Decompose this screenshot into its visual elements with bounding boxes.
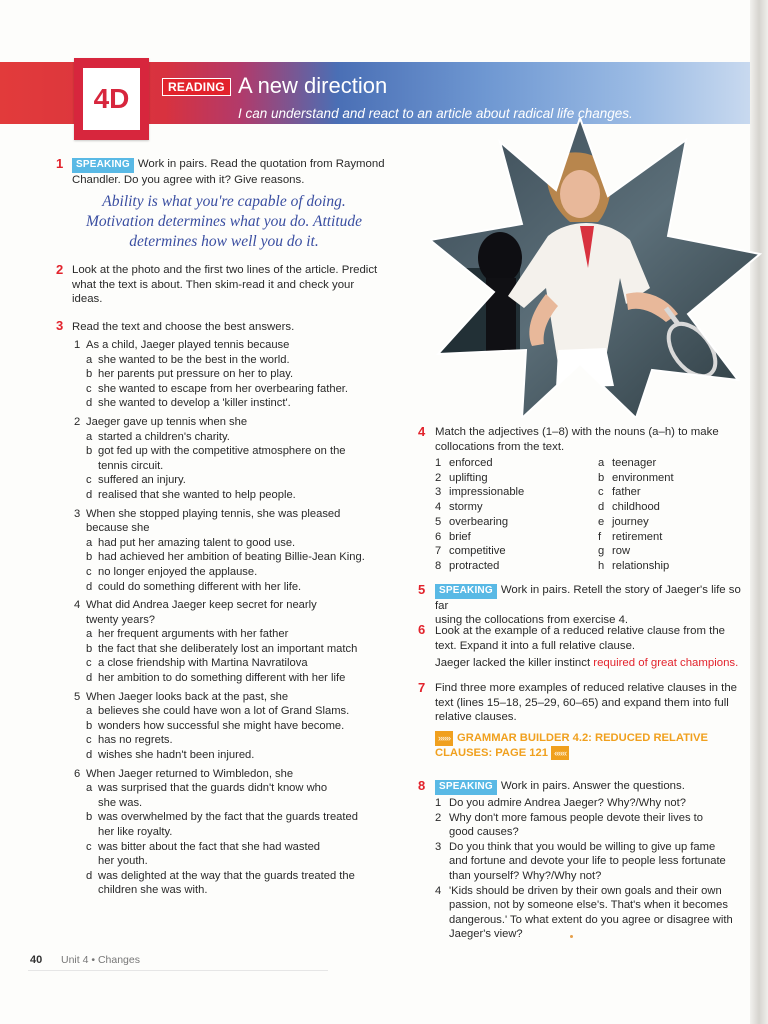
quote-line3: determines how well you do it. (129, 233, 319, 250)
ex2-line3: ideas. (72, 293, 103, 306)
option-text: had achieved her ambition of beating Billie-Jean King. (98, 551, 365, 564)
adjective-word: enforced (449, 457, 493, 469)
option-letter: b (86, 368, 93, 381)
grammar-line1: GRAMMAR BUILDER 4.2: REDUCED RELATIVE (457, 732, 708, 744)
option-letter: b (86, 445, 93, 458)
ex6-line1: Look at the example of a reduced relative clause from the (435, 625, 725, 637)
ex8-question-text: Do you admire Andrea Jaeger? Why?/Why not? (449, 797, 686, 809)
option-text: her parents put pressure on her to play. (98, 368, 294, 381)
ex8-question-text: Jaeger's view? (449, 928, 523, 941)
answer-option (72, 367, 427, 382)
noun-letter: c (598, 486, 604, 499)
answer-option (72, 444, 427, 459)
quote-line2: Motivation determines what you do. Attitude (85, 213, 363, 230)
option-text-cont: her youth. (98, 855, 148, 868)
ex7-instruction (435, 681, 755, 725)
ex8-question-line (435, 796, 753, 811)
adjective-item (435, 456, 524, 471)
ex4-line1: Match the adjectives (1–8) with the nouns (a–h) to make (435, 426, 719, 438)
adjective-word: overbearing (449, 515, 509, 528)
ex1-number: 1 (56, 156, 64, 171)
option-letter: d (86, 749, 93, 762)
ex8-question-line (435, 898, 753, 913)
noun-letter: g (598, 545, 605, 558)
ex4-instruction (435, 425, 750, 454)
option-text: her frequent arguments with her father (98, 628, 289, 641)
speaking-badge: SPEAKING (435, 584, 497, 599)
option-text: wishes she hadn't been injured. (98, 749, 255, 762)
answer-option (72, 810, 427, 825)
adjective-number: 1 (435, 457, 442, 469)
option-text: was overwhelmed by the fact that the guards treated (98, 811, 358, 824)
noun-word: row (612, 545, 631, 558)
adjective-list (435, 456, 524, 574)
ex7-line2: text (lines 15–18, 25–29, 60–65) and expand them into full (435, 696, 729, 709)
option-letter: d (86, 869, 93, 882)
option-letter: c (86, 474, 92, 487)
question-stem-text: As a child, Jaeger played tennis because (86, 339, 290, 351)
ex3-question (72, 598, 427, 686)
ex2-line1: Look at the photo and the first two lines of the article. Predict (72, 264, 378, 276)
ex8-question-line (435, 913, 753, 928)
ex8-question-number: 4 (435, 884, 442, 897)
grammar-builder-link[interactable] (435, 731, 755, 760)
ex2-number: 2 (56, 262, 64, 277)
ex8-question-text: good causes? (449, 826, 519, 839)
answer-option (72, 353, 427, 368)
option-letter: c (86, 657, 92, 670)
noun-letter: a (598, 457, 605, 469)
noun-item (598, 456, 674, 471)
question-number: 3 (74, 507, 81, 520)
adjective-word: impressionable (449, 486, 525, 499)
option-text: she wanted to escape from her overbearing father. (98, 382, 349, 395)
adjective-word: uplifting (449, 471, 488, 484)
lesson-subtitle: I can understand and react to an article about radical life changes. (238, 106, 633, 121)
ex6-example-plain: Jaeger lacked the killer instinct (435, 657, 594, 669)
ex7-line1: Find three more examples of reduced relative clauses in the (435, 682, 738, 694)
ex8-question-text: dangerous.' To what extent do you agree or disagree with (449, 913, 733, 926)
question-stem (72, 690, 427, 705)
ex8-question-text: and fortune and devote your life to people less fortunate (449, 855, 726, 868)
question-stem (72, 598, 427, 613)
ex5-instruction (435, 583, 755, 628)
tennis-player-photo (430, 118, 762, 418)
ex3-question (72, 415, 427, 503)
noun-letter: e (598, 515, 605, 528)
option-letter: a (86, 628, 93, 641)
ex8-question-line (435, 840, 753, 855)
answer-option (72, 869, 427, 884)
option-letter: b (86, 811, 93, 824)
adjective-number: 6 (435, 530, 442, 543)
option-text: the fact that she deliberately lost an important match (98, 642, 358, 655)
answer-option (72, 536, 427, 551)
adjective-word: competitive (449, 545, 506, 558)
option-letter: b (86, 642, 93, 655)
question-stem-text: When Jaeger returned to Wimbledon, she (86, 767, 294, 780)
ex6-example (435, 656, 755, 671)
option-text: was bitter about the fact that she had wasted (98, 840, 321, 853)
ex4-number: 4 (418, 424, 426, 439)
answer-option (72, 704, 427, 719)
option-text-cont: she was. (98, 796, 143, 809)
question-stem-text: What did Andrea Jaeger keep secret for nearly (86, 599, 317, 612)
ex6-instruction (435, 624, 755, 653)
option-letter: a (86, 353, 93, 366)
speaking-badge: SPEAKING (435, 780, 497, 795)
ex3-question (72, 767, 427, 898)
page-number: 40 (30, 954, 43, 966)
option-text: realised that she wanted to help people. (98, 488, 296, 501)
lesson-code-box (74, 58, 149, 140)
ex2-line2: what the text is about. Then skim-read it and check your (72, 278, 355, 291)
ex8-question-text: than yourself? Why?/Why not? (449, 869, 602, 882)
adjective-number: 2 (435, 471, 442, 484)
answer-option (72, 733, 427, 748)
option-letter: a (86, 430, 93, 443)
noun-word: relationship (612, 559, 670, 572)
ex3-question-list (72, 338, 427, 902)
ex8-line: Work in pairs. Answer the questions. (500, 780, 685, 792)
question-stem (72, 415, 427, 430)
ex8-question-text: Why don't more famous people devote their lives to (449, 811, 703, 824)
ex7-number: 7 (418, 680, 426, 695)
question-stem (72, 338, 427, 353)
adjective-item (435, 500, 524, 515)
option-text: her ambition to do something different with her life (98, 672, 346, 685)
ex3-number: 3 (56, 318, 64, 333)
adjective-item (435, 544, 524, 559)
lesson-code: 4D (93, 83, 130, 114)
ex8-question-line (435, 927, 753, 942)
adjective-number: 4 (435, 501, 442, 514)
adjective-word: brief (449, 530, 471, 543)
ex4-line2: collocations from the text. (435, 440, 565, 453)
noun-letter: h (598, 559, 605, 572)
noun-item (598, 559, 674, 574)
noun-word: childhood (612, 501, 660, 514)
noun-item (598, 500, 674, 515)
option-text: had put her amazing talent to good use. (98, 536, 296, 549)
noun-item (598, 544, 674, 559)
noun-letter: d (598, 501, 605, 514)
option-letter: a (86, 782, 93, 795)
noun-item (598, 530, 674, 545)
answer-option (72, 473, 427, 488)
decorative-dot (570, 935, 573, 938)
adjective-number: 5 (435, 515, 442, 528)
reading-badge: READING (162, 78, 231, 96)
ex1-line2: Chandler. Do you agree with it? Give reasons. (72, 173, 305, 186)
answer-option (72, 565, 427, 580)
option-letter: c (86, 840, 92, 853)
answer-option (72, 656, 427, 671)
answer-option (72, 580, 427, 595)
question-number: 4 (74, 599, 81, 612)
adjective-number: 7 (435, 545, 442, 558)
ex1-instruction (72, 157, 412, 187)
option-letter: d (86, 672, 93, 685)
question-number: 6 (74, 767, 81, 780)
option-text-cont: children she was with. (98, 884, 208, 897)
option-letter: b (86, 719, 93, 732)
noun-word: teenager (612, 457, 657, 469)
ex8-instruction (435, 779, 755, 795)
chandler-quote (40, 192, 408, 252)
question-stem (72, 507, 427, 522)
noun-item (598, 471, 674, 486)
option-text: started a children's charity. (98, 430, 230, 443)
ex1-line1: Work in pairs. Read the quotation from Raymond (137, 158, 385, 170)
option-text: got fed up with the competitive atmosphere on the (98, 445, 346, 458)
ex8-question-line (435, 825, 753, 840)
option-letter: a (86, 705, 93, 718)
lesson-title: A new direction (238, 73, 388, 98)
option-letter: c (86, 565, 92, 578)
question-number: 2 (74, 415, 81, 428)
ex3-instruction: Read the text and choose the best answers. (72, 321, 295, 333)
ex8-question-number: 2 (435, 811, 442, 824)
option-letter: b (86, 551, 93, 564)
option-letter: d (86, 580, 93, 593)
noun-letter: b (598, 471, 605, 484)
ex8-question-list (435, 796, 753, 942)
ex8-question-number: 1 (435, 797, 442, 809)
option-text: wonders how successful she might have become. (98, 719, 345, 732)
noun-letter: f (598, 530, 602, 543)
noun-word: father (612, 486, 641, 499)
noun-item (598, 515, 674, 530)
adjective-number: 3 (435, 486, 442, 499)
ex6-number: 6 (418, 622, 426, 637)
ex6-line2: text. Expand it into a full relative clause. (435, 639, 636, 652)
answer-option (72, 627, 427, 642)
option-text: a close friendship with Martina Navratilova (98, 657, 308, 670)
option-text: was surprised that the guards didn't know who (98, 782, 328, 795)
grammar-line2: CLAUSES: PAGE 121 (435, 746, 548, 759)
answer-option (72, 382, 427, 397)
ex3-question (72, 338, 427, 411)
option-text: was delighted at the way that the guards treated the (98, 869, 355, 882)
ex6-example-highlight: required of great champions. (593, 657, 739, 669)
adjective-word: stormy (449, 501, 483, 514)
ex7-line3: relative clauses. (435, 711, 517, 724)
adjective-item (435, 515, 524, 530)
ex8-question-text: 'Kids should be driven by their own goals and their own (449, 884, 722, 897)
ex8-question-line (435, 854, 753, 869)
question-stem-text: When she stopped playing tennis, she was pleased (86, 507, 341, 520)
noun-item (598, 485, 674, 500)
ex8-question-line (435, 869, 753, 884)
double-chevron-right-icon: »»» (435, 731, 453, 746)
option-text: no longer enjoyed the applause. (98, 565, 258, 578)
question-stem-cont: because she (86, 522, 150, 535)
option-letter: c (86, 382, 92, 395)
question-number: 1 (74, 339, 81, 351)
ex3-question (72, 507, 427, 595)
option-text: could do something different with her life. (98, 580, 302, 593)
option-text-cont: her like royalty. (98, 826, 173, 838)
noun-word: journey (612, 515, 649, 528)
option-letter: d (86, 488, 93, 501)
option-letter: c (86, 734, 92, 747)
noun-word: environment (612, 471, 674, 484)
option-text: suffered an injury. (98, 474, 186, 487)
ex2-instruction (72, 263, 412, 307)
option-letter: a (86, 536, 93, 549)
answer-option (72, 396, 427, 411)
adjective-item (435, 471, 524, 486)
quote-line1: Ability is what you're capable of doing. (102, 193, 346, 210)
answer-option (72, 550, 427, 565)
adjective-item (435, 559, 524, 574)
adjective-word: protracted (449, 559, 500, 572)
option-text-cont: tennis circuit. (98, 459, 164, 472)
noun-word: retirement (612, 530, 663, 543)
option-text: she wanted to develop a 'killer instinct'. (98, 397, 291, 410)
adjective-item (435, 485, 524, 500)
ex8-question-line (435, 884, 753, 899)
ex8-question-text: Do you think that you would be willing to give up fame (449, 840, 716, 853)
unit-label: Unit 4 • Changes (61, 954, 140, 966)
ex8-number: 8 (418, 778, 426, 793)
answer-option (72, 840, 427, 855)
ex3-question (72, 690, 427, 763)
answer-option (72, 671, 427, 686)
answer-option (72, 488, 427, 503)
ex5-line1: Work in pairs. Retell the story of Jaeger's life so far (435, 584, 741, 612)
option-text: believes she could have won a lot of Grand Slams. (98, 705, 350, 718)
ex8-question-line (435, 811, 753, 826)
speaking-badge: SPEAKING (72, 158, 134, 173)
ex5-number: 5 (418, 582, 426, 597)
adjective-number: 8 (435, 559, 442, 572)
question-stem-text: Jaeger gave up tennis when she (86, 415, 248, 428)
question-number: 5 (74, 690, 81, 703)
double-chevron-left-icon: ««« (551, 746, 569, 761)
option-text: she wanted to be the best in the world. (98, 353, 290, 366)
answer-option (72, 748, 427, 763)
question-stem (72, 767, 427, 782)
option-letter: d (86, 397, 93, 410)
question-stem-cont: twenty years? (86, 613, 156, 626)
answer-option (72, 430, 427, 445)
adjective-item (435, 530, 524, 545)
ex8-question-number: 3 (435, 840, 442, 853)
answer-option (72, 781, 427, 796)
ex5-line2: using the collocations from exercise 4. (435, 614, 629, 627)
ex8-question-text: passion, not by someone else's. That's when it becomes (449, 899, 728, 912)
noun-list (598, 456, 674, 574)
option-text: has no regrets. (98, 734, 173, 747)
answer-option (72, 719, 427, 734)
question-stem-text: When Jaeger looks back at the past, she (86, 690, 289, 703)
answer-option (72, 642, 427, 657)
footer-divider (28, 970, 328, 971)
